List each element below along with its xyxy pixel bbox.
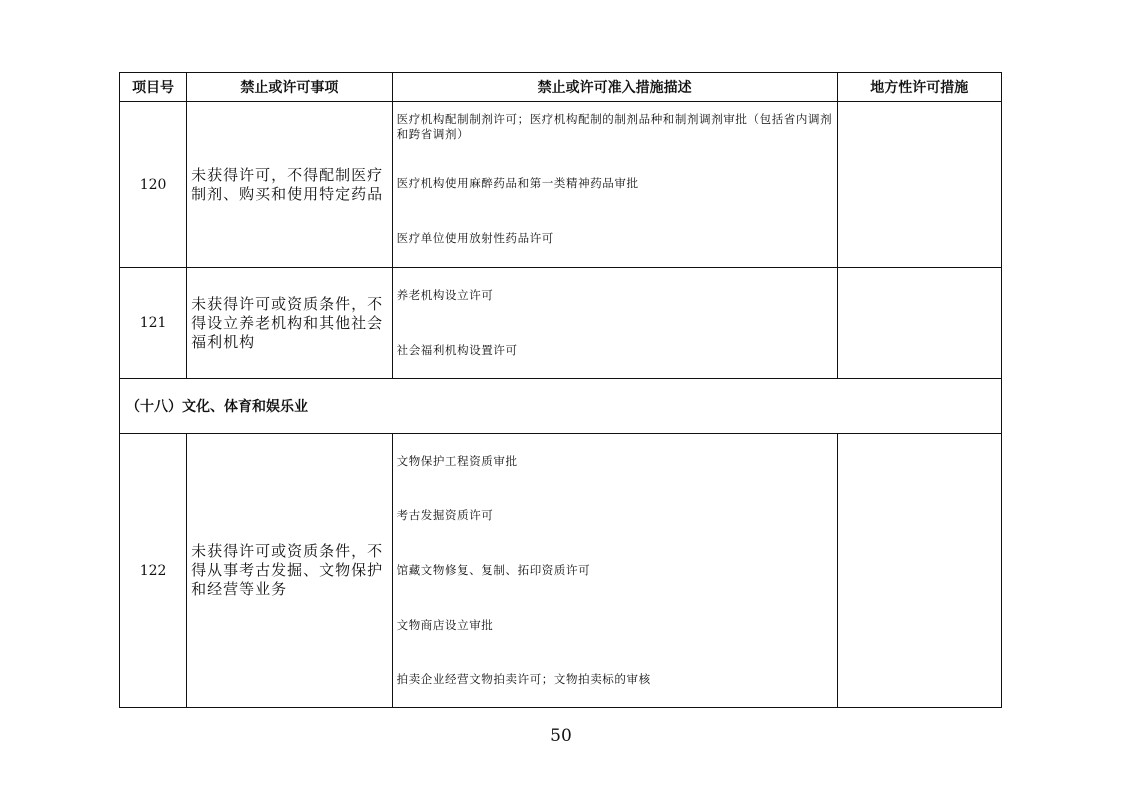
desc-line: 文物商店设立审批 — [396, 617, 494, 632]
header-desc: 禁止或许可准入措施描述 — [392, 73, 837, 102]
row-item: 未获得许可或资质条件，不得从事考古发掘、文物保护和经营等业务 — [187, 434, 392, 708]
permit-table — [119, 72, 1002, 708]
section-row — [120, 379, 1002, 434]
header-id: 项目号 — [120, 73, 187, 102]
header-local: 地方性许可措施 — [837, 73, 1001, 102]
desc-line: 拍卖企业经营文物拍卖许可；文物拍卖标的审核 — [396, 672, 651, 687]
row-item: 未获得许可或资质条件，不得设立养老机构和其他社会福利机构 — [187, 268, 392, 379]
row-local — [837, 268, 1001, 379]
table-row-120 — [120, 102, 1002, 268]
table-row-122 — [120, 434, 1002, 708]
row-id: 121 — [120, 268, 187, 379]
desc-line: 医疗机构使用麻醉药品和第一类精神药品审批 — [396, 176, 639, 190]
desc-line: 医疗机构配制制剂许可；医疗机构配制的制剂品种和制剂调剂审批（包括省内调剂和跨省调剂） — [396, 112, 833, 141]
row-id: 120 — [120, 102, 187, 268]
desc-line: 考古发掘资质许可 — [396, 508, 494, 523]
row-item: 未获得许可，不得配制医疗制剂、购买和使用特定药品 — [187, 102, 392, 268]
desc-line: 养老机构设立许可 — [396, 288, 494, 302]
row-local — [837, 434, 1001, 708]
row-descriptions — [392, 102, 837, 268]
row-descriptions — [392, 434, 837, 708]
section-title: （十八）文化、体育和娱乐业 — [120, 379, 1002, 434]
desc-line: 文物保护工程资质审批 — [396, 453, 518, 468]
row-local — [837, 102, 1001, 268]
row-descriptions — [392, 268, 837, 379]
desc-line: 馆藏文物修复、复制、拓印资质许可 — [396, 562, 591, 577]
header-row — [120, 73, 1002, 102]
table-row-121 — [120, 268, 1002, 379]
header-item: 禁止或许可事项 — [187, 73, 392, 102]
page-number: 50 — [550, 726, 572, 746]
desc-line: 社会福利机构设置许可 — [396, 343, 518, 357]
desc-line: 医疗单位使用放射性药品许可 — [396, 231, 554, 245]
row-id: 122 — [120, 434, 187, 708]
